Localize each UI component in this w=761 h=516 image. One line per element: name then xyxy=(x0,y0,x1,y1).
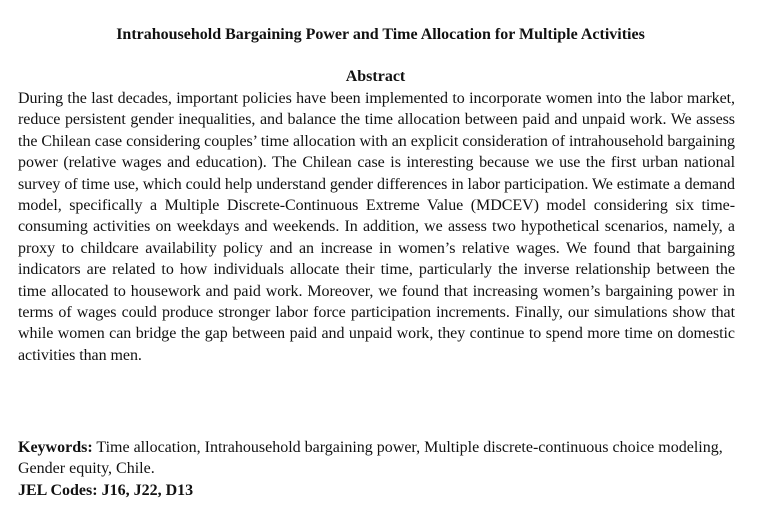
abstract-text: During the last decades, important policies have been implemented to incorporate women into the labor market, reduce persistent gender inequalities, and balance the time allocation between paid and unpaid work. We assess the Chilean case considering couples’ time allocation with an explicit consideration of intrahousehold bargaining power (relative wages and education). The Chilean case is interesting because we use the first urban national survey of time use, which could help understand gender differences in labor participation. We estimate a demand model, specifically a Multiple Discrete-Continuous Extreme Value (MDCEV) model considering six time-consuming activities on weekdays and weekends. In addition, we assess two hypothetical scenarios, namely, a proxy to childcare availability policy and an increase in women’s relative wages. We found that bargaining indicators are related to how individuals allocate their time, particularly the inverse relationship between the time allocated to housework and paid work. Moreover, we found that increasing women’s bargaining power in terms of wages could produce stronger labor force participation increments. Finally, our simulations show that while women can bridge the gap between paid and unpaid work, they continue to spend more time on domestic activities than men. xyxy=(18,90,735,364)
abstract-heading: Abstract xyxy=(345,68,406,85)
keywords-section xyxy=(18,437,735,501)
keywords-label: Keywords: xyxy=(18,439,93,456)
paper-title: Intrahousehold Bargaining Power and Time Allocation for Multiple Activities xyxy=(116,26,645,43)
jel-codes: JEL Codes: J16, J22, D13 xyxy=(18,481,194,499)
abstract-body xyxy=(18,88,735,366)
keywords-text: Time allocation, Intrahousehold bargaining power, Multiple discrete-continuous choice modeling, Gender equity, Chile. xyxy=(18,439,723,478)
keywords-line xyxy=(18,437,735,480)
